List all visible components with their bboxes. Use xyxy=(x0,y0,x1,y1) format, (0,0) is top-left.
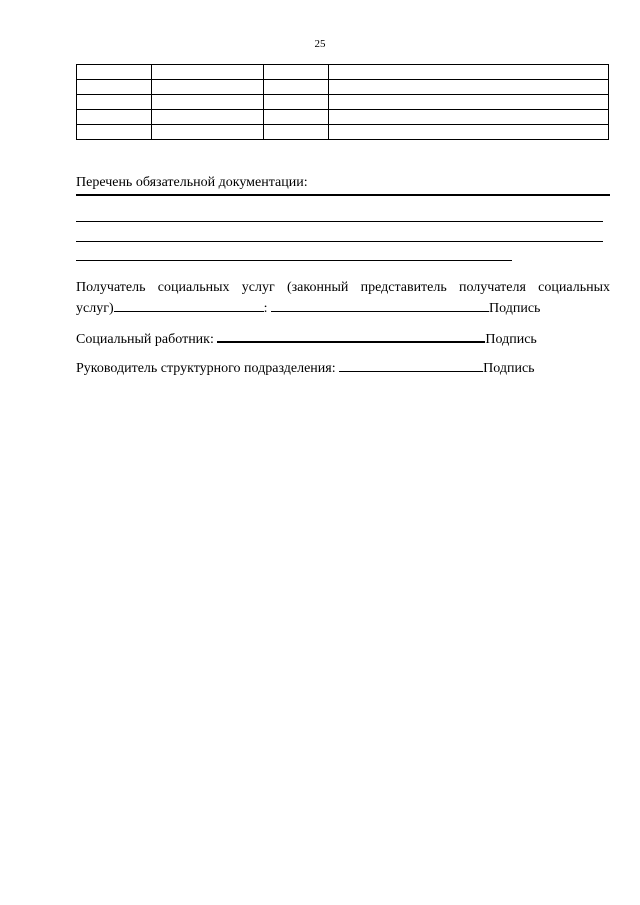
recipient-label: Получатель социальных услуг (законный представитель получателя социальных xyxy=(76,280,610,295)
table-cell[interactable] xyxy=(329,80,609,95)
recipient-label-continued: услуг) xyxy=(76,301,114,316)
table-cell[interactable] xyxy=(152,80,264,95)
social-worker-signature-caption: Подпись xyxy=(485,332,537,347)
table-cell[interactable] xyxy=(152,65,264,80)
table-cell[interactable] xyxy=(264,80,329,95)
page-number: 25 xyxy=(314,38,326,50)
services-table xyxy=(76,64,609,140)
documentation-fill-line[interactable] xyxy=(76,260,512,261)
table-cell[interactable] xyxy=(77,110,152,125)
table-cell[interactable] xyxy=(264,110,329,125)
table-cell[interactable] xyxy=(329,125,609,140)
table-cell[interactable] xyxy=(329,95,609,110)
table-cell[interactable] xyxy=(152,110,264,125)
documentation-heading: Перечень обязательной документации: xyxy=(76,175,308,190)
recipient-signature-caption: Подпись xyxy=(489,301,541,316)
table-row xyxy=(77,65,609,80)
table-cell[interactable] xyxy=(329,65,609,80)
table-cell[interactable] xyxy=(264,95,329,110)
table-row xyxy=(77,80,609,95)
table-cell[interactable] xyxy=(264,125,329,140)
table-cell[interactable] xyxy=(77,80,152,95)
social-worker-signature-field[interactable] xyxy=(217,328,485,343)
department-head-signature-caption: Подпись xyxy=(483,361,535,376)
table-row xyxy=(77,110,609,125)
table-cell[interactable] xyxy=(77,65,152,80)
social-worker-label: Социальный работник: xyxy=(76,332,214,347)
table-row xyxy=(77,125,609,140)
social-worker-signature-row xyxy=(76,328,537,350)
department-head-signature-field[interactable] xyxy=(339,358,483,372)
department-head-signature-row xyxy=(76,358,535,379)
documentation-fill-line[interactable] xyxy=(76,221,603,222)
table-cell[interactable] xyxy=(77,125,152,140)
documentation-fill-line[interactable] xyxy=(76,241,603,242)
table-cell[interactable] xyxy=(264,65,329,80)
table-cell[interactable] xyxy=(329,110,609,125)
table-cell[interactable] xyxy=(152,95,264,110)
heading-rule xyxy=(76,194,610,196)
table-cell[interactable] xyxy=(152,125,264,140)
table-cell[interactable] xyxy=(77,95,152,110)
recipient-signature-field[interactable] xyxy=(271,298,489,312)
recipient-separator: : xyxy=(263,301,268,316)
recipient-name-field[interactable] xyxy=(114,298,264,312)
table-row xyxy=(77,95,609,110)
recipient-signature-block xyxy=(76,278,610,319)
department-head-label: Руководитель структурного подразделения: xyxy=(76,361,336,376)
